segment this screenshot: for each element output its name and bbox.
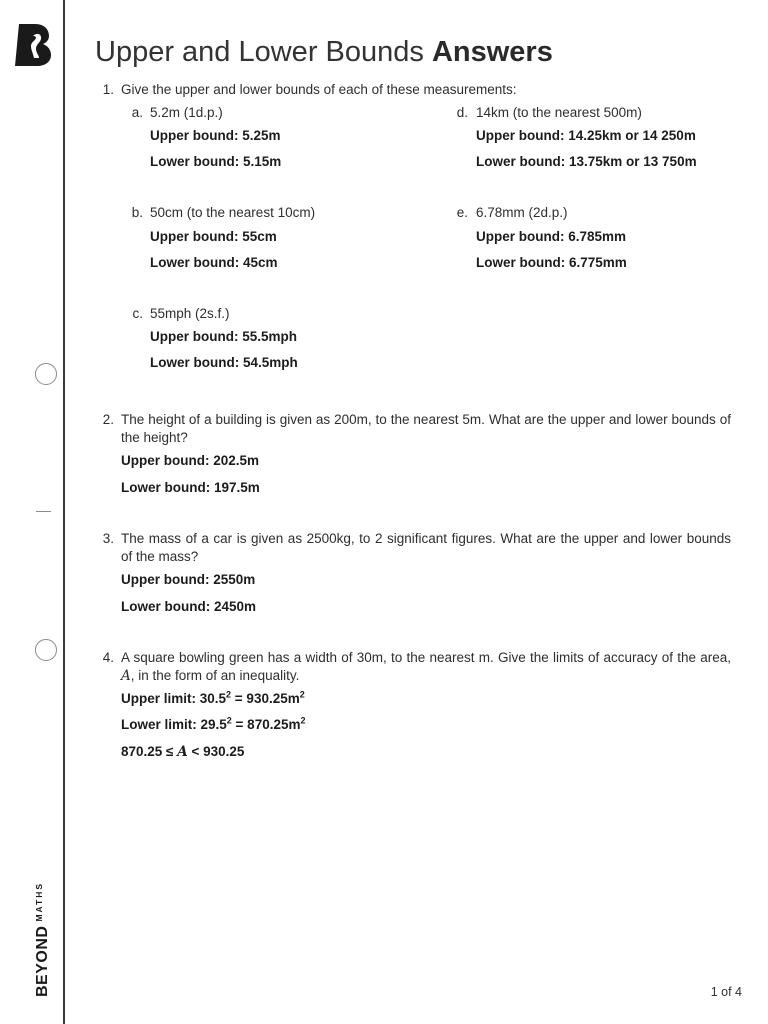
q4-lower-limit (121, 716, 306, 734)
margin-line (63, 0, 65, 1024)
title-main: Upper and Lower Bounds (95, 36, 432, 68)
part-a-lower: Lower bound: 5.15m (150, 154, 282, 169)
q4-upper-b: = 930.25m (231, 691, 300, 706)
part-b-text: 50cm (to the nearest 10cm) (150, 205, 316, 220)
beyond-logo-icon (15, 22, 51, 66)
q4-upper-a: Upper limit: 30.5 (121, 691, 227, 706)
q3-lower: Lower bound: 2450m (121, 599, 257, 614)
q3-upper: Upper bound: 2550m (121, 572, 256, 587)
q4-upper-sup: 2 (226, 689, 232, 700)
q4-ineq-b: < 930.25 (187, 744, 245, 759)
q2-text: The height of a building is given as 200m, to the nearest 5m. What are the upper and lower bounds of the height? (121, 412, 731, 445)
q1-text: Give the upper and lower bounds of each of these measurements: (121, 82, 517, 97)
part-b-lower: Lower bound: 45cm (150, 255, 278, 270)
part-e-label: e. (456, 205, 468, 220)
punch-hole-upper (35, 363, 57, 385)
q4-text (121, 649, 731, 685)
q4-number: 4. (102, 650, 114, 665)
part-c-lower: Lower bound: 54.5mph (150, 355, 298, 370)
part-b-label: b. (131, 205, 143, 220)
q4-lower-sup: 2 (226, 715, 232, 726)
q4-upper-sup2: 2 (299, 689, 305, 700)
part-a-text: 5.2m (1d.p.) (150, 105, 223, 120)
q4-ineq-a: 870.25 ≤ (121, 744, 178, 759)
page-number: 1 of 4 (710, 985, 742, 999)
q4-upper-limit (121, 690, 305, 708)
q4-ineq-variable: A (177, 744, 188, 760)
part-c-upper: Upper bound: 55.5mph (150, 329, 298, 344)
q2-upper: Upper bound: 202.5m (121, 453, 260, 468)
part-c-label: c. (132, 306, 143, 321)
part-c-text: 55mph (2s.f.) (150, 306, 230, 321)
punch-hole-lower (35, 639, 57, 661)
q2-number: 2. (102, 412, 114, 427)
brand-name: BEYOND (34, 925, 51, 997)
q3-text: The mass of a car is given as 2500kg, to 2 significant figures. What are the upper and lower bounds of the mass? (121, 531, 731, 564)
brand-wordmark (34, 882, 52, 997)
fold-mark (36, 511, 51, 512)
q4-lower-b: = 870.25m (231, 717, 301, 732)
part-d-upper: Upper bound: 14.25km or 14 250m (476, 128, 696, 143)
part-a-label: a. (131, 105, 143, 120)
part-b-upper: Upper bound: 55cm (150, 229, 277, 244)
q1-number: 1. (102, 82, 114, 97)
q4-lower-sup2: 2 (300, 715, 306, 726)
q4-text-b: , in the form of an inequality. (130, 668, 300, 683)
part-d-lower: Lower bound: 13.75km or 13 750m (476, 154, 697, 169)
part-e-text: 6.78mm (2d.p.) (476, 205, 568, 220)
q4-lower-a: Lower limit: 29.5 (121, 717, 227, 732)
q4-variable: A (121, 668, 131, 684)
part-e-upper: Upper bound: 6.785mm (476, 229, 627, 244)
part-d-text: 14km (to the nearest 500m) (476, 105, 642, 120)
q3-number: 3. (102, 531, 114, 546)
q4-inequality (121, 743, 244, 761)
q4-text-a: A square bowling green has a width of 30m, to the nearest m. Give the limits of accuracy of the area, (121, 650, 731, 665)
page-title (95, 36, 553, 69)
brand-sub: MATHS (34, 881, 44, 922)
q2-lower: Lower bound: 197.5m (121, 480, 260, 495)
part-d-label: d. (456, 105, 468, 120)
part-a-upper: Upper bound: 5.25m (150, 128, 281, 143)
title-bold: Answers (431, 36, 553, 68)
part-e-lower: Lower bound: 6.775mm (476, 255, 627, 270)
